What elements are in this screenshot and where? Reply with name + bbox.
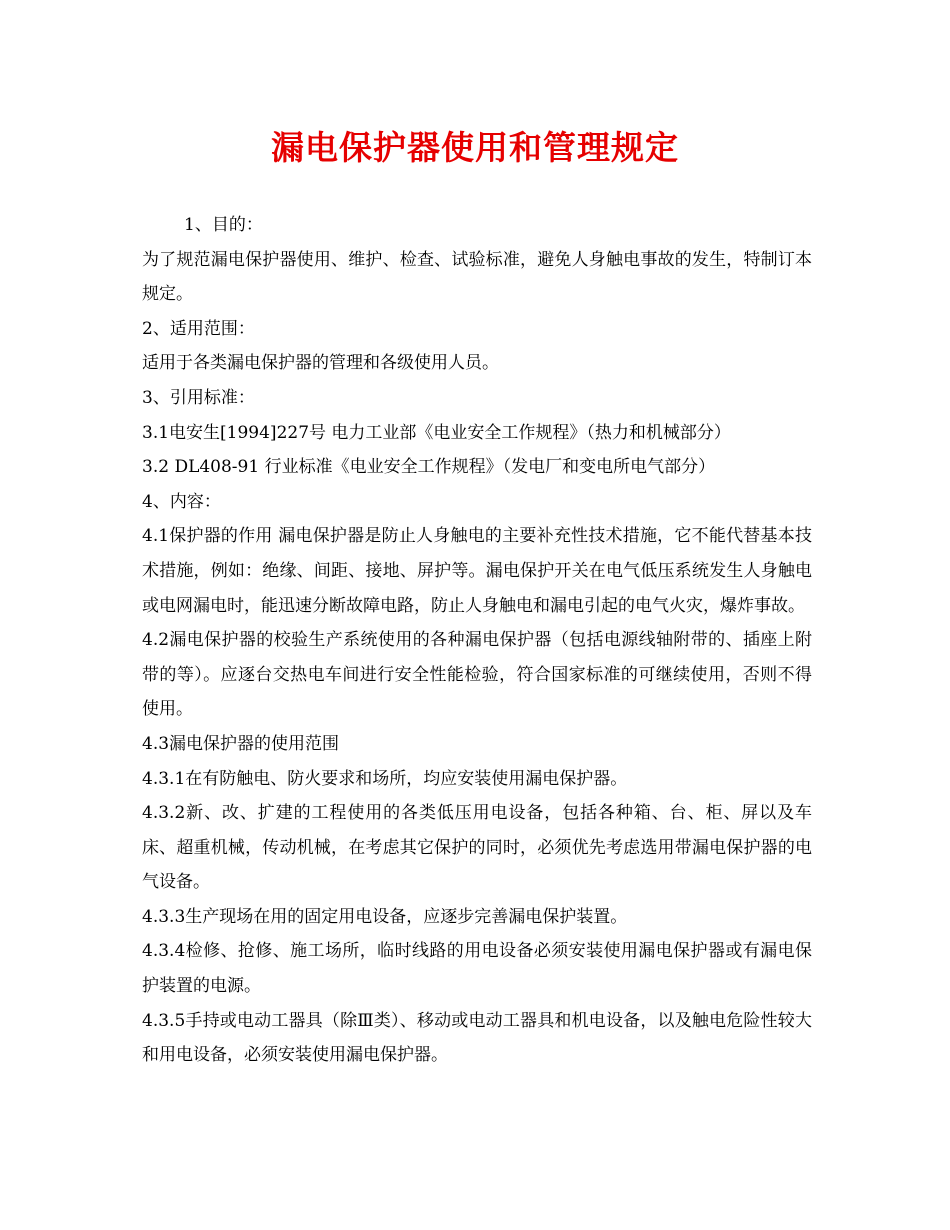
- section-4-2-text: 4.2漏电保护器的校验生产系统使用的各种漏电保护器（包括电源线轴附带的、插座上附带的等）。应逐台交热电车间进行安全性能检验，符合国家标准的可继续使用，否则不得使用。: [142, 630, 812, 720]
- section-3-heading: 3、引用标准：: [142, 387, 255, 408]
- section-4-3-5-text: 4.3.5手持或电动工器具（除Ⅲ类）、移动或电动工器具和机电设备，以及触电危险性较大和用电设备，必须安装使用漏电保护器。: [142, 1010, 812, 1066]
- section-3-1-text: 3.1电安生[1994]227号 电力工业部《电业安全工作规程》（热力和机械部分）: [142, 422, 731, 443]
- section-4-1-text: 4.1保护器的作用 漏电保护器是防止人身触电的主要补充性技术措施，它不能代替基本技术措施，例如：绝缘、间距、接地、屏护等。漏电保护开关在电气低压系统发生人身触电或电网漏电时，能迅速分断故障电路，防止人身触电和漏电引起的电气火灾，爆炸事故。: [142, 526, 812, 616]
- document-title: 漏电保护器使用和管理规定: [271, 128, 679, 167]
- section-4-3-heading: 4.3漏电保护器的使用范围: [142, 733, 340, 754]
- section-4-3-4-text: 4.3.4检修、抢修、施工场所，临时线路的用电设备必须安装使用漏电保护器或有漏电保护装置的电源。: [142, 941, 812, 997]
- section-4-heading: 4、内容：: [142, 491, 221, 512]
- section-3-2-text: 3.2 DL408-91 行业标准《电业安全工作规程》（发电厂和变电所电气部分）: [142, 457, 716, 478]
- section-4-3-1-text: 4.3.1在有防触电、防火要求和场所，均应安装使用漏电保护器。: [142, 768, 628, 789]
- section-2-heading: 2、适用范围：: [142, 318, 255, 339]
- section-4-3-2-text: 4.3.2新、改、扩建的工程使用的各类低压用电设备，包括各种箱、台、柜、屏以及车床、超重机械，传动机械，在考虑其它保护的同时，必须优先考虑选用带漏电保护器的电气设备。: [142, 803, 812, 893]
- section-1-heading: 1、目的：: [184, 215, 263, 235]
- section-2-text: 适用于各类漏电保护器的管理和各级使用人员。: [142, 353, 499, 374]
- document-body: [142, 208, 812, 1073]
- section-1-text: 为了规范漏电保护器使用、维护、检查、试验标准，避免人身触电事故的发生，特制订本规定。: [142, 249, 812, 305]
- section-4-3-3-text: 4.3.3生产现场在用的固定用电设备，应逐步完善漏电保护装置。: [142, 906, 628, 927]
